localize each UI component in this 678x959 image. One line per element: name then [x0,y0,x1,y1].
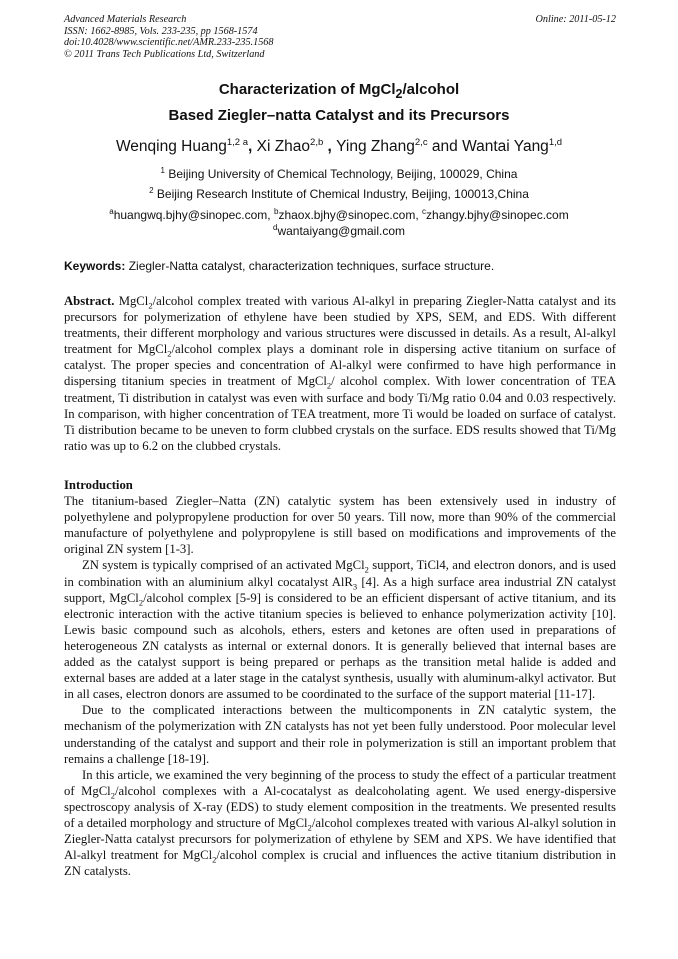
email-mark: d [272,223,278,232]
author-separator: and [427,138,463,156]
intro-paragraph [64,702,616,766]
email-mark: c [422,207,427,216]
email-line-2 [0,223,678,238]
email-link[interactable]: huangwq.bjhy@sinopec.com, [113,208,274,222]
doi-line: doi:10.4028/www.scientific.net/AMR.233-235.1568 [64,37,274,49]
affiliation-mark: 2 [149,186,154,195]
author-affiliation-mark: 1,2 a [226,137,248,148]
keywords [64,259,616,273]
affiliation-2 [0,186,678,201]
issn-line: ISSN: 1662-8985, Vols. 233-235, pp 1568-1574 [64,25,258,37]
text-run: /alcohol complexes with a Al-cocatalyst as dealcoholating agent. We used energy-dispersive spectroscopy analysis of X-ray (EDS) to study element composition in the treatments. We presented results of a detailed morphology and structure of MgCl [64,783,616,830]
text-run: / alcohol complex. With lower concentration of TEA treatment, Ti distribution in catalyst was even with surface and body Ti/Mg ratio 0.04 and 0.03 respectively. In comparison, with higher concentration of TEA treatment, more Ti would be loaded on surface of catalyst. Ti distribution became to be uneven to form clubbed crystals on the surface. EDS results showed that Ti/Mg ratio was up to 6.2 on the clubbed crystals. [64,374,616,453]
text-run: /alcohol complex [5-9] is considered to be an efficient dispersant of active titanium, and its electronic interaction with the active titanium species is believed to enhance polymerization activity [10]. Lewis basic compound such as alcohols, ethers, esters and ketones are often used in preparations of heterogeneous ZN catalysts as internal or external donors. It is generally believed that internal bases are added as the catalyst support is being prepared or perhaps as the transition metal halide is added and external bases are added at a later stage in the catalyst synthesis, usually with aluminum-alkyl activator. But in all cases, electron donors are assumed to be coordinated to the surface of the support material [11-17]. [64,590,616,702]
abstract-label: Abstract. [64,294,115,308]
title-text-b: /alcohol [402,81,460,98]
text-run: /alcohol complex treated with various Al-alkyl in preparing Ziegler-Natta catalyst and its precursors for polymerization of ethylene have been studied by XPS, SEM, and EDS. With different treatments, their different morphology and various structures were discussed in details. As a result, Al-alkyl treatment for MgCl [64,294,616,357]
text-run: ZN system is typically comprised of an activated MgCl [82,558,365,573]
chemical-subscript: 2 [110,790,115,801]
keywords-text: Ziegler-Natta catalyst, characterization techniques, surface structure. [125,259,495,273]
email-mark: b [273,207,279,216]
text-run: [4]. As a high surface area industrial ZN catalyst support, MgCl [64,574,617,605]
keywords-label: Keywords: [64,259,126,273]
title-subscript: 2 [395,87,403,101]
journal-name: Advanced Materials Research [64,14,187,25]
introduction-section [64,477,616,879]
author-affiliation-mark: 2,b [310,137,324,148]
section-heading: Introduction [64,478,133,492]
chemical-subscript: 2 [167,348,172,359]
text-run: /alcohol complex plays a dominant role in dispersing active titanium on surface of catalyst. The proper species and concentration of Al-alkyl were confirmed to have high performance in dispersing titanium species in treatment of MgCl [64,342,616,389]
abstract [64,293,616,454]
author-separator: , [323,138,337,156]
abstract-paragraph [64,293,616,454]
email-line-1 [0,207,678,222]
text-run: /alcohol complex is crucial and influences the active titanium distribution in ZN catalysts. [64,848,616,879]
author-affiliation-mark: 2,c [414,137,428,148]
author-name: Wantai Yang [462,138,549,156]
chemical-subscript: 2 [148,300,153,311]
chemical-subscript: 2 [138,597,144,608]
email-link[interactable]: zhangy.bjhy@sinopec.com [426,208,569,222]
text-run: In this article, we examined the very beginning of the process to study the effect of a particular treatment of MgCl [64,767,616,798]
affiliation-text: Beijing Research Institute of Chemical Industry, Beijing, 100013,China [156,187,529,201]
copyright-line: © 2011 Trans Tech Publications Ltd, Switzerland [64,48,265,60]
author-name: Wenqing Huang [115,138,227,156]
email-mark: a [109,207,114,216]
email-link[interactable]: zhaox.bjhy@sinopec.com, [278,208,423,222]
paper-title-line-1 [0,81,678,101]
chemical-subscript: 2 [212,854,217,865]
title-text-a: Characterization of MgCl [218,81,396,98]
affiliation-mark: 1 [160,166,165,175]
text-run: MgCl [114,294,149,308]
journal-header [64,14,616,60]
intro-paragraph [64,557,616,702]
email-link[interactable]: wantaiyang@gmail.com [277,224,406,238]
intro-paragraph [64,767,616,880]
author-name: Ying Zhang [336,138,415,156]
text-run: support, TiCl4, and electron donors, and is used in combination with an aluminium alkyl cocatalyst AlR [64,558,617,589]
online-date: Online: 2011-05-12 [535,14,616,25]
chemical-subscript: 2 [326,381,332,391]
text-run: Due to the complicated interactions between the multicomponents in ZN catalytic system, the mechanism of the polymerization with ZN catalysts has not yet been fully understood. Poor molecular level understanding of the catalyst and support and their role in polymerization is still an important problem that remains a challenge [18-19]. [64,703,616,766]
author-affiliation-mark: 1,d [548,137,563,148]
affiliation-text: Beijing University of Chemical Technology, Beijing, 100029, China [168,167,518,181]
chemical-subscript: 3 [352,581,358,592]
affiliation-1 [0,166,678,181]
text-run: The titanium-based Ziegler–Natta (ZN) catalytic system has been extensively used in industry of polyethylene and polypropylene production for over 50 years. Till now, more than 90% of the commercial manufacture of polyethylene and polypropylene is still based on modifications and improvements of the original ZN system [1-3]. [64,494,616,557]
paper-title-line-2: Based Ziegler–natta Catalyst and its Precursors [168,107,510,124]
abstract-text [64,294,616,453]
chemical-subscript: 2 [364,565,369,575]
author-list [0,137,678,156]
author-separator: , [247,138,257,156]
author-name: Xi Zhao [256,138,311,156]
chemical-subscript: 2 [307,822,312,833]
intro-paragraph [64,493,616,557]
text-run: /alcohol complexes treated with various Al-alkyl solution in Ziegler-Natta catalyst precursors for polymerization of ethylene by SEM and XPS. We have identified that Al-alkyl treatment for MgCl [64,815,616,863]
